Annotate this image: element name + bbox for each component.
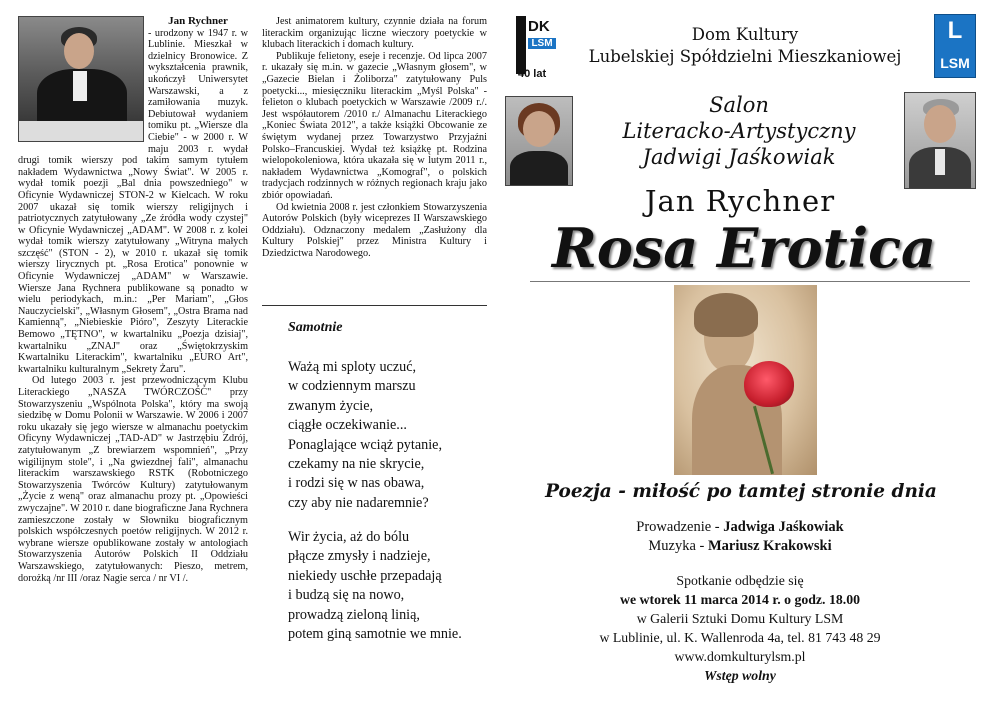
poem-line: i rodzi się w nas obawa, [288,475,425,492]
bio-paragraph: Od kwietnia 2008 r. jest członkiem Stowarzyszenia Autorów Polskich (były wiceprezes II Warszawskiego Oddziału). Odznaczony medalem „Zasłużony dla Kultury Polskiej" przez Ministra Kultury i Dziedzictwa Narodowego. [262,201,487,259]
music-name: Mariusz Krakowski [707,538,832,554]
music-credit [580,537,900,556]
host-name: Jadwiga Jaśkowiak [723,519,844,535]
poem-line: Ponaglające wciąż pytanie, [288,436,443,453]
host-photo [505,96,573,186]
meeting-line-1: Spotkanie odbędzie się [676,573,804,588]
host-credit [580,518,900,537]
meeting-line-3: w Galerii Sztuki Domu Kultury LSM [636,611,844,626]
poem-line: w codziennym marszu [288,378,416,395]
organizer-line-1: Dom Kultury [691,25,799,44]
poem-line: płącze zmysły i nadzieje, [288,548,431,565]
salon-line-1: Salon [709,93,769,117]
dk-lsm-logo [516,16,558,82]
logo-lsm-text: LSM [940,55,970,71]
music-label: Muzyka - [648,538,708,554]
poem-stanza-1 [288,358,488,513]
poem-line: Wir życia, aż do bólu [288,529,410,545]
salon-line-2: Literacko-Artystyczny [622,119,856,143]
logo-lsm-text: LSM [528,38,556,49]
poem-line: potem giną samotnie we mnie. [288,626,462,643]
salon-title [576,92,902,170]
event-title: Rosa Erotica [551,216,937,280]
host-label: Prowadzenie - [636,519,724,535]
meeting-details [540,571,940,685]
author-name-heading: Jan Rychner [168,15,228,27]
organizer-name [562,24,928,68]
poem-line: czy aby nie nadaremnie? [288,494,429,511]
left-bio-column [18,16,248,676]
poem-line: czekamy na nie skrycie, [288,456,425,473]
poem-line: ciągłe oczekiwanie... [288,417,407,434]
poem-title: Samotnie [288,320,343,335]
poem-line: i budzą się na nowo, [288,587,405,604]
title-underline [530,281,970,282]
credits [580,518,900,556]
logo-l-text: L [947,17,963,44]
logo-dk-text: DK [528,18,550,35]
bio-paragraph: Publikuje felietony, eseje i recenzje. Od lipca 2007 r. ukazały się m.in. w gazecie „Własnym głosem", w „Gazecie Bielan i Żoliborza" zatytułowany Puls poetycki..., miesięczniku literackim „Myśl Polska" - felieton o klubach poetyckich w Warszawie /2009 r./. Jest współautorem /2010 r./ Almanachu Literackiego „Koniec Świata 2012", a także książki Obcowanie ze świętym wydanej przez Towarzystwo Przyjaźni Polsko–Francuskiej. Wydał też książkę pt. Rodzina wielopokoleniowa, która ukazała się w lutym 2011 r., nakładem Wydawnictwa „Komograf", o polskich tradycjach rodzinnych w różnych regionach kraju jako zbiór opowiadań. [262,50,487,201]
rose-illustration [674,285,817,475]
organizer-line-2: Lubelskiej Spółdzielni Mieszkaniowej [588,47,902,66]
poem-line: zwanym życie, [288,397,374,414]
lsm-logo [934,14,976,78]
event-author-name: Jan Rychner [644,184,836,218]
poem-line: Ważą mi sploty uczuć, [288,359,417,375]
meeting-line-4: w Lublinie, ul. K. Wallenroda 4a, tel. 81 743 48 29 [599,630,881,645]
entry-note: Wstęp wolny [704,668,776,683]
bio-paragraph: Od lutego 2003 r. jest przewodniczącym Klubu Literackiego „NASZA TWÓRCZOŚĆ" przy Stowarzyszeniu „Wspólnota Polska", który ma swoją siedzibę w Domu Polonii w Warszawie. W 2006 i 2007 roku ukazały się jego wiersze w almanachu poetyckim Oficyny Wydawniczej „TAD-AD" w Jastrzębiu Zdrój, zatytułowanym „Z brewiarzem wspomnień", „Przy wigilijnym stole", i „Na gwiezdnej fali", almanachu literackim warszawskiego RSTK (Robotniczego Stowarzyszenia Twórców Kultury) zatytułowanym „Życie z weną" oraz almanachu prozy pt. „Opowieści zwyczajne". W 2010 r. dane biograficzne Jana Rychnera zamieszczone zostały w Słowniku biograficznym polskich współczesnych poetów religijnych. W 2012 r. wybrane wiersze opublikowane zostały w antologiach Stowarzyszenia Autorów Polskich II Oddziału Warszawskiego, zatytułowanych: Pieszo, metrem, dorożką /nr III /oraz Nagie serca / nr VI /. [18,375,248,584]
meeting-line-2: we wtorek 11 marca 2014 r. o godz. 18.00 [619,592,861,607]
bio-paragraph: - urodzony w 1947 r. w Lublinie. Mieszkał w dzielnicy Bronowice. Z wykształcenia prawnik, ukończył Uniwersytet Warszawski, a z zamiłowania muzyk. Debiutował wydaniem tomiku pt. „Wiersze dla Ciebie" - w 2000 r. W maju 2003 r. wydał drugi tomik wierszy pod takim samym tytułem nakładem Wydawnictwa „Nowy Świat". W 2005 r. wydał tomik poezji „Bal dnia powszedniego" w Oficynie Wydawniczej STON-2 w Kielcach. W roku 2007 ukazał się tomik wierszy religijnych i patriotycznych zatytułowany „Ze źródła wody czystej" w Oficynie Wydawniczej „ADAM". W 2008 r. z kolei wydał tomik wierszy zatytułowany „Witryna małych szczęść" (STON - 2), w 2010 r. ukazał się tomik wierszy lirycznych pt. „Rosa Erotica" ponownie w Oficynie Wydawniczej „ADAM" w Warszawie. Wiersze Jana Rychnera publikowane są ponadto w wielu periodykach, m.in.: „Per Mariam", „Głos Nauczycielski", „Własnym Głosem", „Ostra Brama nad Kamienną", „Niebieskie Pióro", Zeszyty Literackie Bemowo „TĘTNO", w kwartalniku „Poezja dzisiaj", kwartalniku „ZNAJ" oraz „Świętokrzyskim Kwartalniku Literackim", kwartalniku „EURO Art", kwartalniku kulturalnym „Sekrety Żaru". [18,27,248,375]
bio-paragraph: Jest animatorem kultury, czynnie działa na forum literackim organizując liczne wieczory poetyckie w klubach literackich i domach kultury. [262,16,487,51]
middle-bio-column [262,16,487,259]
poem-stanza-2 [288,528,493,644]
salon-line-3: Jadwigi Jaśkowiak [642,145,836,169]
website-link[interactable]: www.domkulturylsm.pl [674,649,806,664]
event-subtitle: Poezja - miłość po tamtej stronie dnia [545,481,937,502]
logo-years-text: 40 lat [518,68,547,80]
poem-line: prowadzą zieloną linią, [288,606,420,623]
rose-icon [744,361,794,407]
section-divider [262,305,487,306]
poem-line: niekiedy uschłe przepadają [288,567,442,584]
author-photo [904,92,976,189]
